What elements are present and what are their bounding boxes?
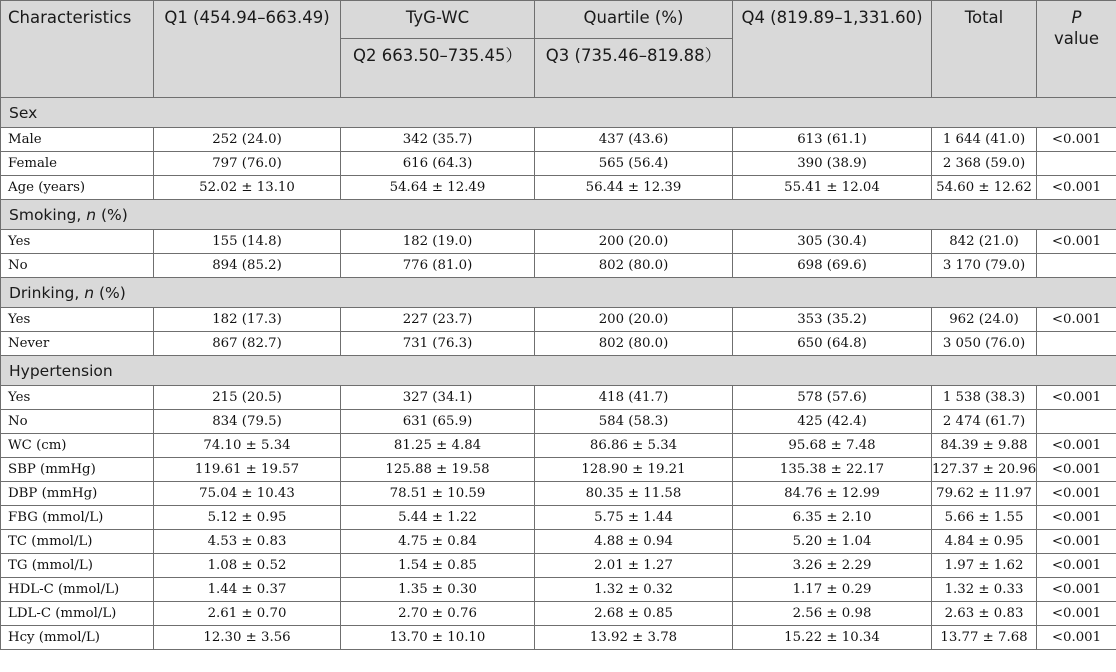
- cell-q2: 182 (19.0): [341, 230, 535, 254]
- row-label: No: [1, 410, 154, 434]
- section-label-post: (%): [94, 283, 126, 302]
- row-label: TG (mmol/L): [1, 554, 154, 578]
- section-row-smoking: [1, 200, 1116, 230]
- cell-total: 1 538 (38.3): [932, 386, 1037, 410]
- cell-total: 962 (24.0): [932, 308, 1037, 332]
- row-label: FBG (mmol/L): [1, 506, 154, 530]
- cell-q2: 1.35 ± 0.30: [341, 578, 535, 602]
- cell-p-value: <0.001: [1037, 626, 1116, 650]
- cell-q4: 1.17 ± 0.29: [733, 578, 932, 602]
- row-label: DBP (mmHg): [1, 482, 154, 506]
- cell-q1: 2.61 ± 0.70: [154, 602, 341, 626]
- cell-q3: 2.68 ± 0.85: [535, 602, 733, 626]
- cell-q1: 155 (14.8): [154, 230, 341, 254]
- header-quartile: Quartile (%): [535, 1, 733, 39]
- cell-q2: 81.25 ± 4.84: [341, 434, 535, 458]
- row-label: LDL-C (mmol/L): [1, 602, 154, 626]
- row-label: No: [1, 254, 154, 278]
- table-row: [1, 254, 1116, 278]
- header-q2: Q2 663.50–735.45）: [341, 39, 535, 98]
- header-p-value: [1037, 1, 1116, 98]
- cell-q1: 797 (76.0): [154, 152, 341, 176]
- cell-q3: 418 (41.7): [535, 386, 733, 410]
- cell-q2: 4.75 ± 0.84: [341, 530, 535, 554]
- cell-p-value: <0.001: [1037, 386, 1116, 410]
- header-q3: Q3 (735.46–819.88）: [535, 39, 733, 98]
- section-label-pre: Drinking,: [9, 283, 85, 302]
- cell-total: 2.63 ± 0.83: [932, 602, 1037, 626]
- cell-q4: 425 (42.4): [733, 410, 932, 434]
- cell-q4: 613 (61.1): [733, 128, 932, 152]
- row-label: Yes: [1, 386, 154, 410]
- header-p-italic: P: [1071, 8, 1082, 27]
- table-row: [1, 410, 1116, 434]
- cell-p-value: <0.001: [1037, 128, 1116, 152]
- cell-q1: 182 (17.3): [154, 308, 341, 332]
- cell-q2: 631 (65.9): [341, 410, 535, 434]
- cell-q3: 584 (58.3): [535, 410, 733, 434]
- cell-q3: 200 (20.0): [535, 308, 733, 332]
- section-label-italic: n: [86, 205, 97, 224]
- cell-q1: 1.08 ± 0.52: [154, 554, 341, 578]
- cell-p-value: <0.001: [1037, 482, 1116, 506]
- cell-q2: 327 (34.1): [341, 386, 535, 410]
- cell-q4: 650 (64.8): [733, 332, 932, 356]
- header-q4: Q4 (819.89–1,331.60): [733, 1, 932, 98]
- table-row: [1, 458, 1116, 482]
- cell-total: 84.39 ± 9.88: [932, 434, 1037, 458]
- table-row: [1, 128, 1116, 152]
- section-row-hypertension: [1, 356, 1116, 386]
- cell-q1: 834 (79.5): [154, 410, 341, 434]
- cell-total: 1 644 (41.0): [932, 128, 1037, 152]
- table-row: [1, 386, 1116, 410]
- cell-p-value: <0.001: [1037, 578, 1116, 602]
- cell-q3: 13.92 ± 3.78: [535, 626, 733, 650]
- cell-q3: 565 (56.4): [535, 152, 733, 176]
- table-row: [1, 506, 1116, 530]
- cell-q3: 128.90 ± 19.21: [535, 458, 733, 482]
- cell-p-value: [1037, 332, 1116, 356]
- cell-p-value: <0.001: [1037, 602, 1116, 626]
- cell-q4: 5.20 ± 1.04: [733, 530, 932, 554]
- cell-q2: 1.54 ± 0.85: [341, 554, 535, 578]
- table-row: [1, 152, 1116, 176]
- cell-q4: 2.56 ± 0.98: [733, 602, 932, 626]
- header-characteristics: Characteristics: [1, 1, 154, 98]
- cell-q2: 2.70 ± 0.76: [341, 602, 535, 626]
- cell-q3: 2.01 ± 1.27: [535, 554, 733, 578]
- row-label: Female: [1, 152, 154, 176]
- cell-q3: 5.75 ± 1.44: [535, 506, 733, 530]
- cell-p-value: [1037, 410, 1116, 434]
- cell-q2: 776 (81.0): [341, 254, 535, 278]
- cell-total: 1.97 ± 1.62: [932, 554, 1037, 578]
- cell-q2: 54.64 ± 12.49: [341, 176, 535, 200]
- cell-q3: 86.86 ± 5.34: [535, 434, 733, 458]
- cell-p-value: <0.001: [1037, 308, 1116, 332]
- header-p-rest: value: [1053, 29, 1100, 48]
- cell-total: 13.77 ± 7.68: [932, 626, 1037, 650]
- cell-q4: 84.76 ± 12.99: [733, 482, 932, 506]
- row-label: HDL-C (mmol/L): [1, 578, 154, 602]
- cell-total: 4.84 ± 0.95: [932, 530, 1037, 554]
- cell-q1: 74.10 ± 5.34: [154, 434, 341, 458]
- row-label: Never: [1, 332, 154, 356]
- table-row: [1, 530, 1116, 554]
- cell-q2: 78.51 ± 10.59: [341, 482, 535, 506]
- cell-q2: 342 (35.7): [341, 128, 535, 152]
- cell-q3: 56.44 ± 12.39: [535, 176, 733, 200]
- row-label: SBP (mmHg): [1, 458, 154, 482]
- cell-q3: 1.32 ± 0.32: [535, 578, 733, 602]
- cell-total: 79.62 ± 11.97: [932, 482, 1037, 506]
- cell-q4: 6.35 ± 2.10: [733, 506, 932, 530]
- cell-total: 842 (21.0): [932, 230, 1037, 254]
- row-label: Male: [1, 128, 154, 152]
- cell-q2: 616 (64.3): [341, 152, 535, 176]
- cell-p-value: <0.001: [1037, 530, 1116, 554]
- cell-p-value: <0.001: [1037, 434, 1116, 458]
- header-total: Total: [932, 1, 1037, 98]
- cell-total: 3 170 (79.0): [932, 254, 1037, 278]
- row-label: WC (cm): [1, 434, 154, 458]
- cell-q4: 305 (30.4): [733, 230, 932, 254]
- cell-q1: 75.04 ± 10.43: [154, 482, 341, 506]
- header-group: TyG-WC: [341, 1, 535, 39]
- cell-p-value: <0.001: [1037, 230, 1116, 254]
- cell-q4: 55.41 ± 12.04: [733, 176, 932, 200]
- cell-q1: 894 (85.2): [154, 254, 341, 278]
- cell-total: 2 474 (61.7): [932, 410, 1037, 434]
- table-row: [1, 176, 1116, 200]
- cell-q4: 353 (35.2): [733, 308, 932, 332]
- section-label-pre: Smoking,: [9, 205, 87, 224]
- cell-q4: 390 (38.9): [733, 152, 932, 176]
- cell-q1: 5.12 ± 0.95: [154, 506, 341, 530]
- cell-q3: 200 (20.0): [535, 230, 733, 254]
- section-label-sex: Sex: [1, 98, 1116, 128]
- section-label-hypertension: Hypertension: [1, 356, 1116, 386]
- cell-q4: 698 (69.6): [733, 254, 932, 278]
- cell-q1: 252 (24.0): [154, 128, 341, 152]
- table-row: [1, 626, 1116, 650]
- table-row: [1, 230, 1116, 254]
- cell-q2: 125.88 ± 19.58: [341, 458, 535, 482]
- cell-total: 2 368 (59.0): [932, 152, 1037, 176]
- cell-q1: 4.53 ± 0.83: [154, 530, 341, 554]
- cell-total: 3 050 (76.0): [932, 332, 1037, 356]
- table-row: [1, 332, 1116, 356]
- cell-total: 5.66 ± 1.55: [932, 506, 1037, 530]
- cell-q3: 4.88 ± 0.94: [535, 530, 733, 554]
- cell-q1: 867 (82.7): [154, 332, 341, 356]
- cell-q1: 52.02 ± 13.10: [154, 176, 341, 200]
- cell-q1: 12.30 ± 3.56: [154, 626, 341, 650]
- cell-q1: 1.44 ± 0.37: [154, 578, 341, 602]
- section-row-sex: [1, 98, 1116, 128]
- table-row: [1, 482, 1116, 506]
- cell-p-value: [1037, 254, 1116, 278]
- cell-q4: 15.22 ± 10.34: [733, 626, 932, 650]
- cell-q2: 227 (23.7): [341, 308, 535, 332]
- cell-q1: 215 (20.5): [154, 386, 341, 410]
- row-label: Yes: [1, 230, 154, 254]
- cell-q1: 119.61 ± 19.57: [154, 458, 341, 482]
- cell-q2: 731 (76.3): [341, 332, 535, 356]
- cell-total: 1.32 ± 0.33: [932, 578, 1037, 602]
- section-row-drinking: [1, 278, 1116, 308]
- table-row: [1, 578, 1116, 602]
- row-label: Hcy (mmol/L): [1, 626, 154, 650]
- section-label-italic: n: [84, 283, 95, 302]
- cell-p-value: <0.001: [1037, 176, 1116, 200]
- cell-total: 54.60 ± 12.62: [932, 176, 1037, 200]
- cell-p-value: [1037, 152, 1116, 176]
- table-row: [1, 602, 1116, 626]
- cell-q3: 437 (43.6): [535, 128, 733, 152]
- section-label-drinking: [1, 278, 1116, 308]
- table-header: [1, 1, 1116, 98]
- cell-q3: 80.35 ± 11.58: [535, 482, 733, 506]
- cell-q2: 5.44 ± 1.22: [341, 506, 535, 530]
- cell-q4: 578 (57.6): [733, 386, 932, 410]
- cell-p-value: <0.001: [1037, 458, 1116, 482]
- row-label: Yes: [1, 308, 154, 332]
- table-row: [1, 554, 1116, 578]
- cell-total: 127.37 ± 20.96: [932, 458, 1037, 482]
- cell-q4: 135.38 ± 22.17: [733, 458, 932, 482]
- row-label: Age (years): [1, 176, 154, 200]
- cell-p-value: <0.001: [1037, 554, 1116, 578]
- section-label-post: (%): [96, 205, 128, 224]
- row-label: TC (mmol/L): [1, 530, 154, 554]
- cell-q4: 3.26 ± 2.29: [733, 554, 932, 578]
- header-q1: Q1 (454.94–663.49): [154, 1, 341, 98]
- cell-q4: 95.68 ± 7.48: [733, 434, 932, 458]
- section-label-smoking: [1, 200, 1116, 230]
- cell-q3: 802 (80.0): [535, 254, 733, 278]
- cell-q2: 13.70 ± 10.10: [341, 626, 535, 650]
- cell-q3: 802 (80.0): [535, 332, 733, 356]
- table-row: [1, 308, 1116, 332]
- table-row: [1, 434, 1116, 458]
- cell-p-value: <0.001: [1037, 506, 1116, 530]
